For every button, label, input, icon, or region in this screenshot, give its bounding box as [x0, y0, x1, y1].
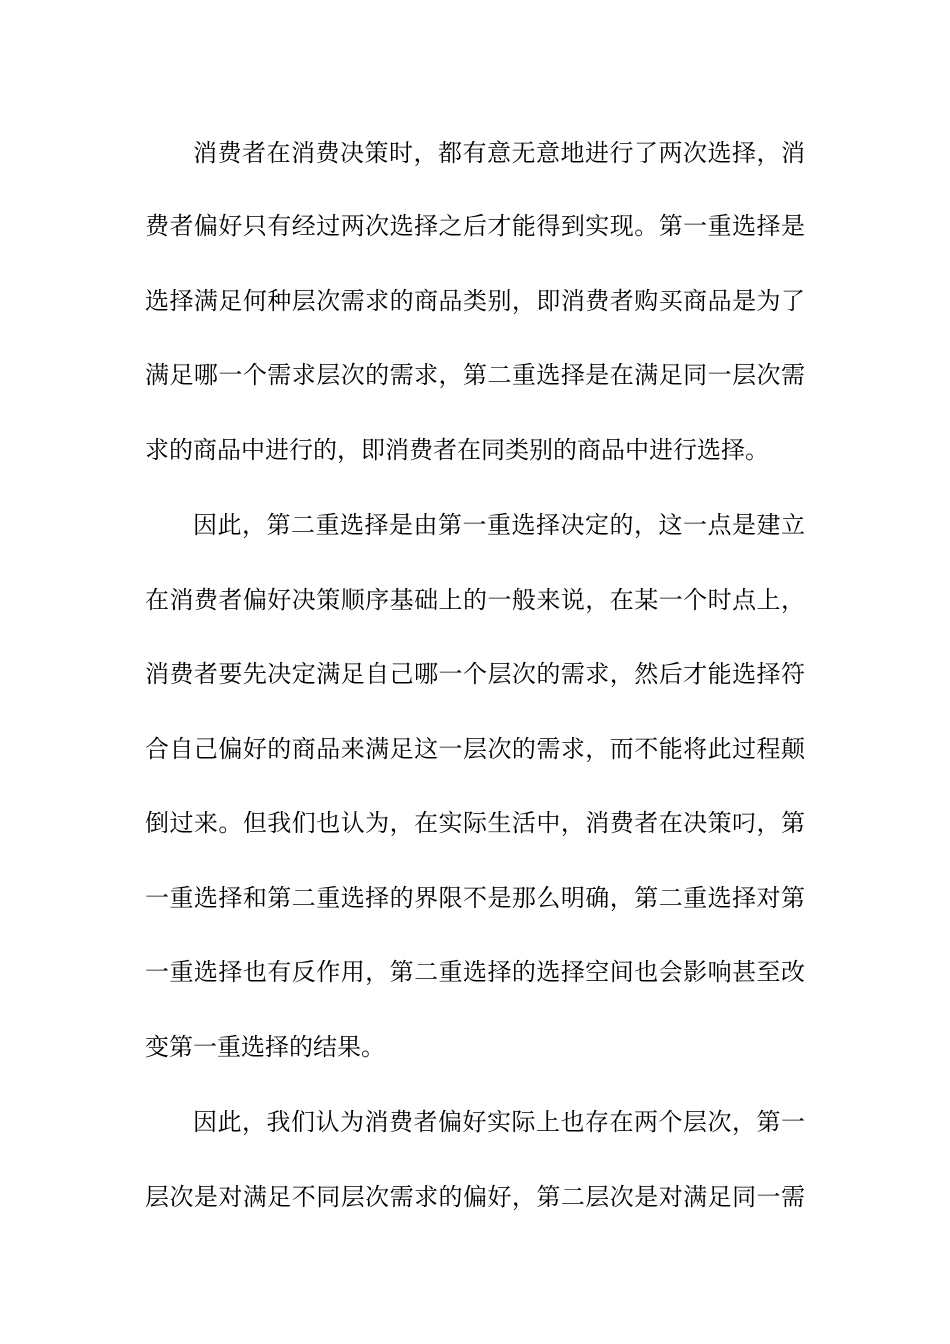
text-line: 因此，我们认为消费者偏好实际上也存在两个层次，第一 [193, 1108, 805, 1136]
text-line: 在消费者偏好决策顺序基础上的一般来说，在某一个时点上， [145, 586, 805, 614]
text-line: 求的商品中进行的，即消费者在同类别的商品中进行选择。 [145, 436, 769, 464]
text-line: 选择满足何种层次需求的商品类别，即消费者购买商品是为了 [145, 287, 805, 315]
text-line: 一重选择也有反作用，第二重选择的选择空间也会影响甚至改 [145, 958, 805, 986]
text-line: 变第一重选择的结果。 [145, 1033, 385, 1061]
text-line: 消费者在消费决策时，都有意无意地进行了两次选择，消 [193, 139, 805, 167]
text-line: 一重选择和第二重选择的界限不是那么明确，第二重选择对第 [145, 884, 805, 912]
text-line: 层次是对满足不同层次需求的偏好，第二层次是对满足同一需 [145, 1183, 805, 1211]
text-line: 因此，第二重选择是由第一重选择决定的，这一点是建立 [193, 511, 805, 539]
text-line: 费者偏好只有经过两次选择之后才能得到实现。第一重选择是 [145, 212, 805, 240]
text-line: 消费者要先决定满足自己哪一个层次的需求，然后才能选择符 [145, 660, 805, 688]
text-line: 合自己偏好的商品来满足这一层次的需求，而不能将此过程颠 [145, 735, 805, 763]
text-line: 满足哪一个需求层次的需求，第二重选择是在满足同一层次需 [145, 361, 805, 389]
text-line: 倒过来。但我们也认为，在实际生活中，消费者在决策叼，第 [145, 809, 805, 837]
